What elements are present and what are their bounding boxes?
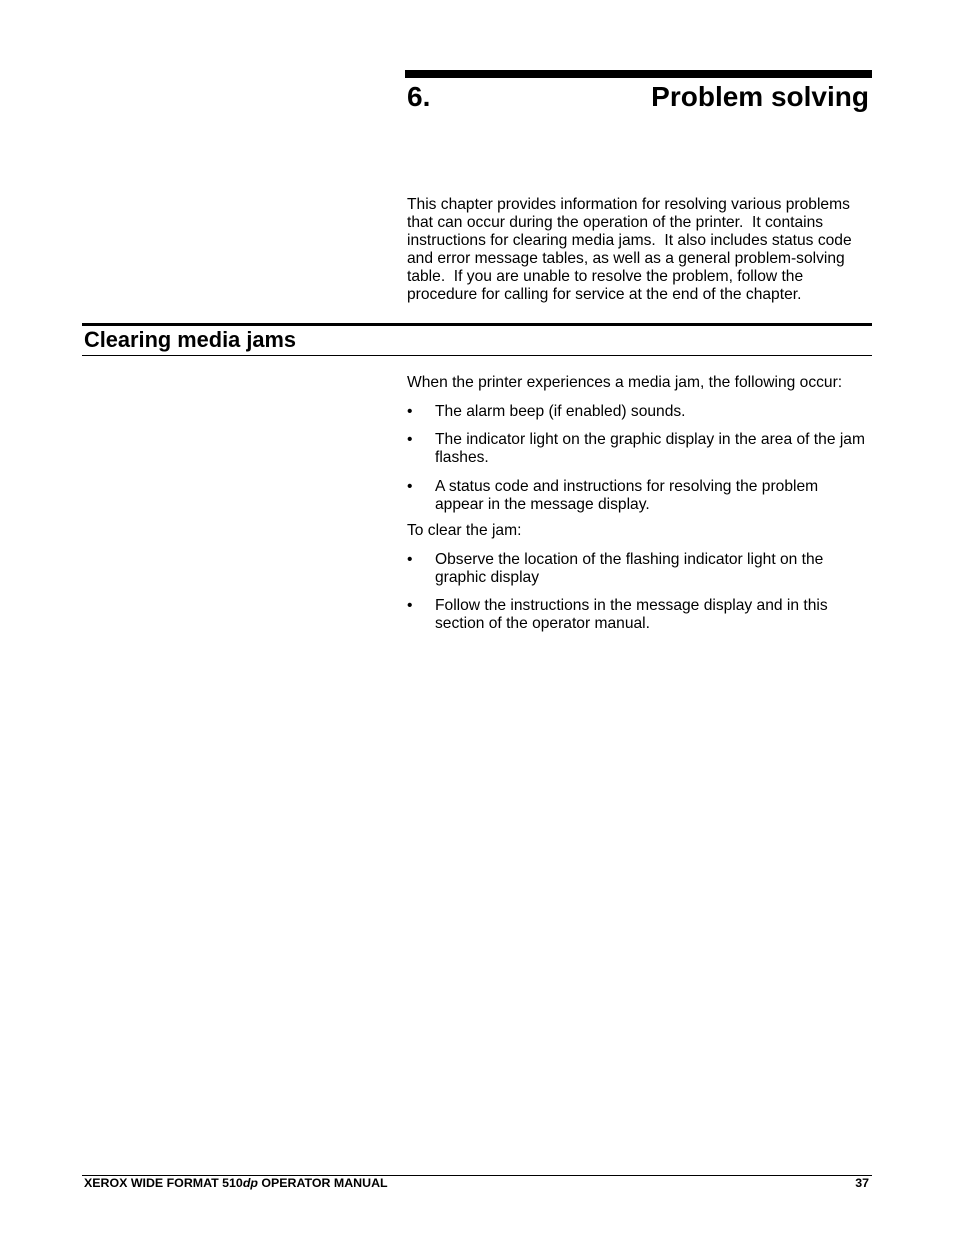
list-item-line: A status code and instructions for resolving the problem — [435, 478, 819, 495]
section-top-rule — [82, 323, 872, 326]
list-item-text — [435, 551, 823, 587]
chapter-title: Problem solving — [651, 81, 869, 112]
intro-line: that can occur during the operation of the printer. It contains — [407, 214, 824, 231]
list-item-line: appear in the message display. — [435, 496, 650, 513]
list-item-text — [435, 431, 865, 467]
intro-line: instructions for clearing media jams. It also includes status code — [407, 232, 852, 249]
clear-intro: To clear the jam: — [407, 522, 522, 539]
list-item-line: section of the operator manual. — [435, 615, 650, 632]
section-lead: When the printer experiences a media jam, the following occur: — [407, 374, 843, 391]
bullet-icon: • — [407, 431, 413, 448]
list-item-text — [435, 597, 828, 633]
list-item-line: The alarm beep (if enabled) sounds. — [435, 403, 686, 420]
list-item-text — [435, 403, 686, 421]
list-item-line: Follow the instructions in the message display and in this — [435, 597, 828, 614]
list-item-line: graphic display — [435, 569, 540, 586]
list-item-line: Observe the location of the flashing indicator light on the — [435, 551, 824, 568]
footer-manual-title — [84, 1176, 388, 1190]
list-item-line: flashes. — [435, 449, 489, 466]
intro-line: This chapter provides information for resolving various problems — [407, 196, 850, 213]
footer-title-suffix: OPERATOR MANUAL — [257, 1176, 388, 1190]
section-bottom-rule — [82, 355, 872, 356]
intro-line: procedure for calling for service at the end of the chapter. — [407, 286, 802, 303]
page-number: 37 — [855, 1176, 869, 1190]
intro-line: and error message tables, as well as a general problem-solving — [407, 250, 845, 267]
intro-line: table. If you are unable to resolve the problem, follow the — [407, 268, 804, 285]
bullet-icon: • — [407, 478, 413, 495]
list-item-line: The indicator light on the graphic display in the area of the jam — [435, 431, 865, 448]
bullet-icon: • — [407, 597, 413, 614]
bullet-icon: • — [407, 403, 413, 420]
bullet-icon: • — [407, 551, 413, 568]
list-item-text — [435, 478, 818, 514]
footer-title-prefix: XEROX WIDE FORMAT 510 — [84, 1176, 243, 1190]
chapter-number: 6. — [407, 81, 431, 112]
footer-title-model-suffix: dp — [242, 1176, 258, 1190]
chapter-top-rule — [405, 70, 872, 78]
section-heading: Clearing media jams — [84, 327, 296, 352]
